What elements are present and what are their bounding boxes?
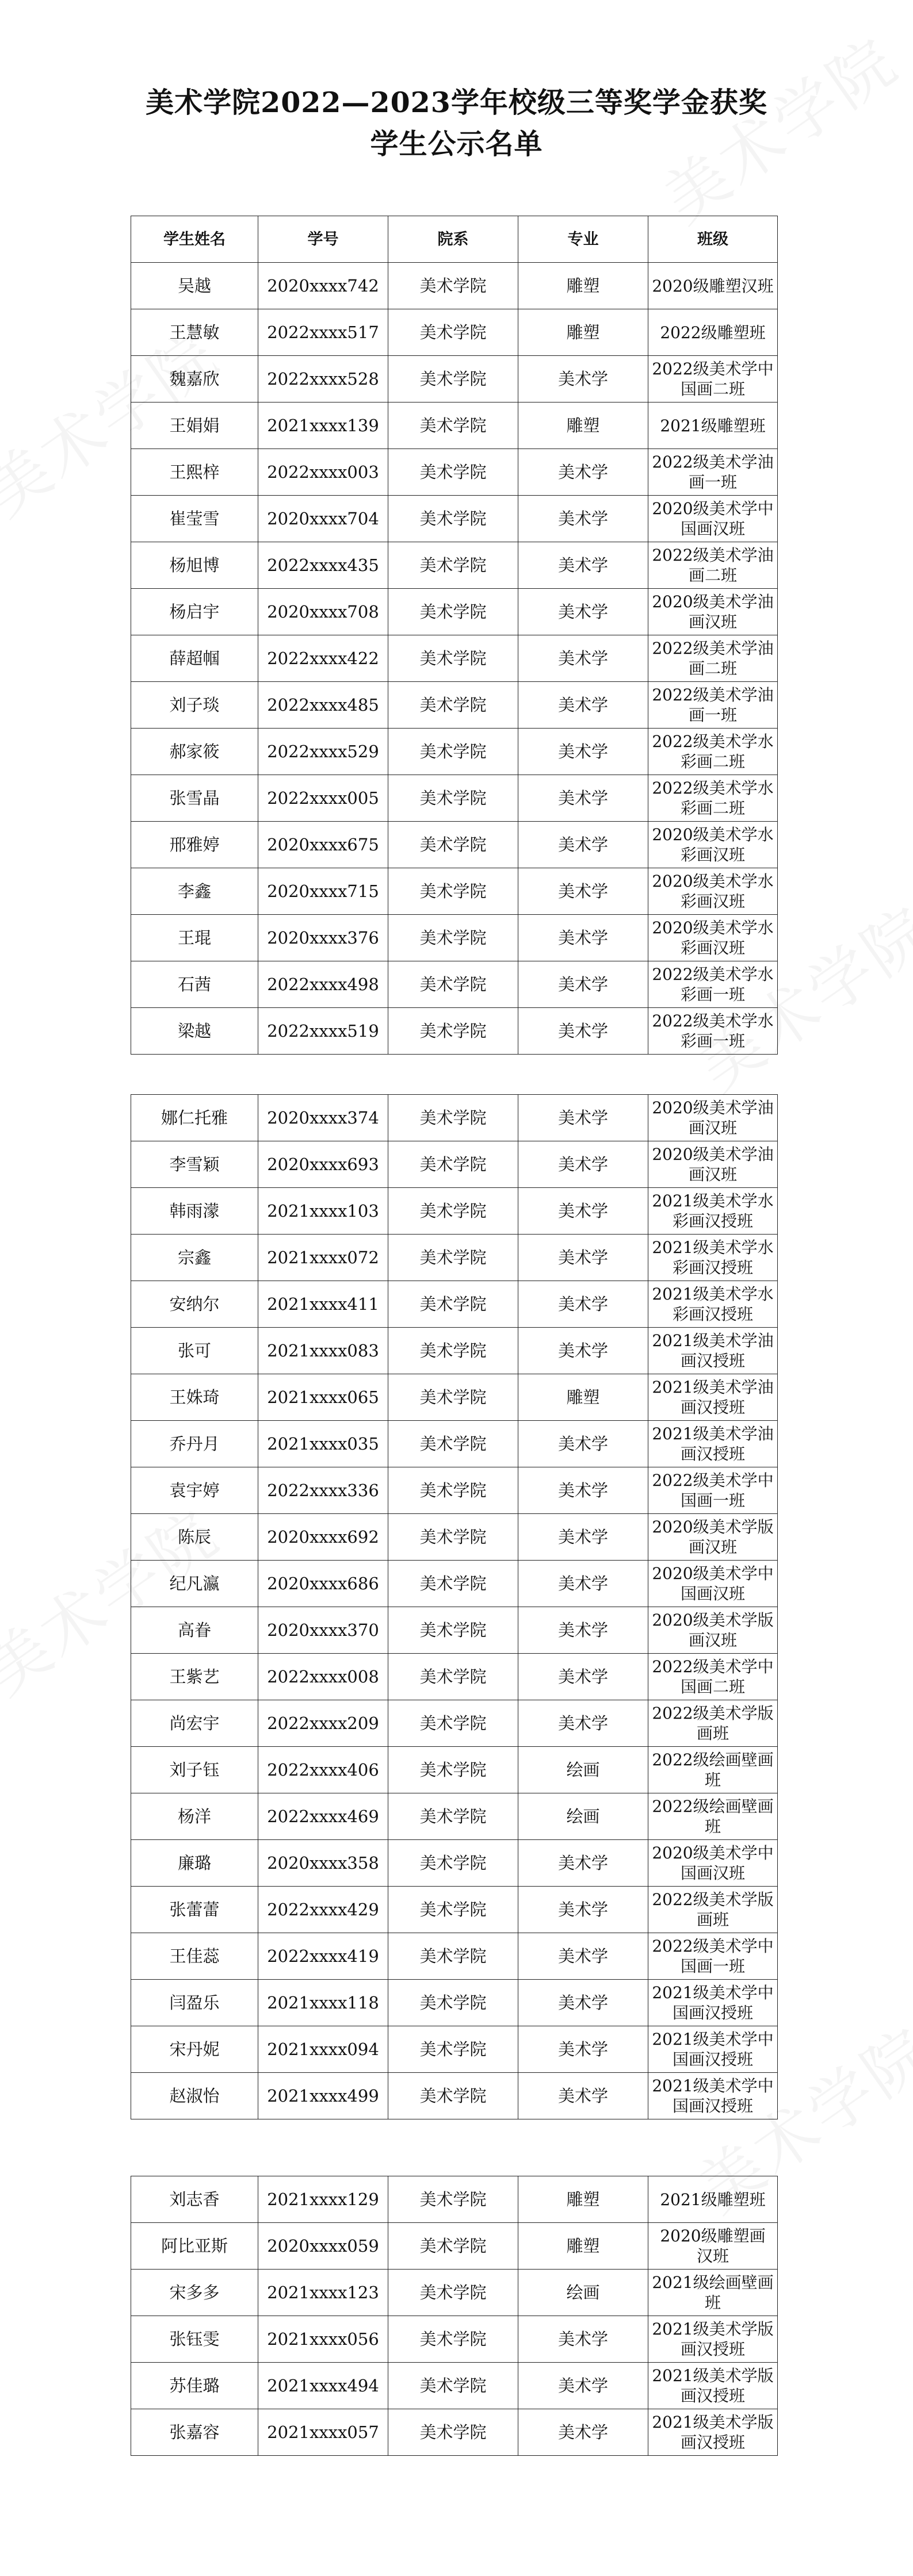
student-id-cell: 2021xxxx494 [258, 2363, 388, 2409]
class-cell: 2022级美术学中国画一班 [648, 1467, 778, 1514]
student-name-cell: 李雪颖 [131, 1141, 258, 1188]
major-cell: 美术学 [518, 1467, 648, 1514]
major-cell: 美术学 [518, 1840, 648, 1887]
department-cell: 美术学院 [388, 402, 518, 449]
department-cell: 美术学院 [388, 1235, 518, 1281]
table-row [131, 309, 778, 356]
major-cell: 美术学 [518, 1514, 648, 1561]
student-name-cell: 韩雨濛 [131, 1188, 258, 1235]
student-name-cell: 崔莹雪 [131, 496, 258, 542]
department-cell: 美术学院 [388, 356, 518, 402]
student-name-cell: 陈辰 [131, 1514, 258, 1561]
student-id-cell: 2021xxxx129 [258, 2176, 388, 2223]
class-cell: 2021级美术学中国画汉授班 [648, 2073, 778, 2119]
department-cell: 美术学院 [388, 961, 518, 1008]
table-row [131, 2270, 778, 2316]
student-id-cell: 2020xxxx059 [258, 2223, 388, 2270]
department-cell: 美术学院 [388, 915, 518, 961]
student-name-cell: 杨旭博 [131, 542, 258, 589]
table-row [131, 356, 778, 402]
student-name-cell: 尚宏宇 [131, 1700, 258, 1747]
class-cell: 2021级美术学版画汉授班 [648, 2363, 778, 2409]
major-cell: 美术学 [518, 1328, 648, 1374]
student-id-cell: 2022xxxx429 [258, 1887, 388, 1933]
table-row [131, 542, 778, 589]
student-name-cell: 邢雅婷 [131, 822, 258, 868]
major-cell: 美术学 [518, 2316, 648, 2363]
department-cell: 美术学院 [388, 542, 518, 589]
department-cell: 美术学院 [388, 1374, 518, 1421]
class-cell: 2020级美术学中国画汉班 [648, 1840, 778, 1887]
student-id-cell: 2022xxxx498 [258, 961, 388, 1008]
class-cell: 2021级美术学水彩画汉授班 [648, 1281, 778, 1328]
student-id-cell: 2022xxxx419 [258, 1933, 388, 1980]
student-id-cell: 2020xxxx704 [258, 496, 388, 542]
document-subtitle: 学生公示名单 [370, 127, 543, 160]
student-name-cell: 宋丹妮 [131, 2026, 258, 2073]
table-row [131, 822, 778, 868]
class-cell: 2020级美术学油画汉班 [648, 1095, 778, 1141]
student-name-cell: 薛超帼 [131, 635, 258, 682]
student-id-cell: 2022xxxx528 [258, 356, 388, 402]
table-row [131, 1374, 778, 1421]
student-name-cell: 廉璐 [131, 1840, 258, 1887]
class-cell: 2021级美术学中国画汉授班 [648, 2026, 778, 2073]
student-name-cell: 高眷 [131, 1607, 258, 1654]
table-row [131, 2223, 778, 2270]
major-cell: 美术学 [518, 1700, 648, 1747]
department-cell: 美术学院 [388, 2316, 518, 2363]
student-name-cell: 杨启宇 [131, 589, 258, 635]
student-name-cell: 王紫艺 [131, 1654, 258, 1700]
major-cell: 美术学 [518, 1281, 648, 1328]
table-row [131, 1607, 778, 1654]
major-cell: 美术学 [518, 868, 648, 915]
department-cell: 美术学院 [388, 1514, 518, 1561]
student-name-cell: 乔丹月 [131, 1421, 258, 1467]
header-student-id: 学号 [258, 216, 388, 263]
student-id-cell: 2021xxxx123 [258, 2270, 388, 2316]
class-cell: 2021级雕塑班 [648, 402, 778, 449]
department-cell: 美术学院 [388, 635, 518, 682]
student-id-cell: 2021xxxx139 [258, 402, 388, 449]
student-id-cell: 2020xxxx693 [258, 1141, 388, 1188]
student-id-cell: 2020xxxx675 [258, 822, 388, 868]
student-name-cell: 赵淑怡 [131, 2073, 258, 2119]
major-cell: 美术学 [518, 449, 648, 496]
class-cell: 2020级美术学油画汉班 [648, 1141, 778, 1188]
student-id-cell: 2021xxxx094 [258, 2026, 388, 2073]
student-name-cell: 梁越 [131, 1008, 258, 1055]
major-cell: 美术学 [518, 1654, 648, 1700]
award-table-part-3 [131, 2176, 778, 2456]
student-name-cell: 张蕾蕾 [131, 1887, 258, 1933]
department-cell: 美术学院 [388, 1933, 518, 1980]
department-cell: 美术学院 [388, 449, 518, 496]
table-row [131, 1188, 778, 1235]
student-name-cell: 安纳尔 [131, 1281, 258, 1328]
class-cell: 2020级雕塑画 汉班 [648, 2223, 778, 2270]
department-cell: 美术学院 [388, 729, 518, 775]
class-cell: 2022级美术学油画二班 [648, 635, 778, 682]
table-row [131, 1700, 778, 1747]
student-id-cell: 2022xxxx485 [258, 682, 388, 729]
class-cell: 2022级美术学中国画一班 [648, 1933, 778, 1980]
student-name-cell: 杨洋 [131, 1793, 258, 1840]
table-row [131, 2026, 778, 2073]
major-cell: 美术学 [518, 1421, 648, 1467]
department-cell: 美术学院 [388, 1654, 518, 1700]
class-cell: 2021级美术学版画汉授班 [648, 2316, 778, 2363]
major-cell: 绘画 [518, 1747, 648, 1793]
table-row [131, 589, 778, 635]
major-cell: 美术学 [518, 729, 648, 775]
class-cell: 2020级美术学中国画汉班 [648, 1561, 778, 1607]
department-cell: 美术学院 [388, 2026, 518, 2073]
table-row [131, 263, 778, 309]
table-row [131, 1654, 778, 1700]
student-name-cell: 王琨 [131, 915, 258, 961]
major-cell: 雕塑 [518, 263, 648, 309]
department-cell: 美术学院 [388, 1561, 518, 1607]
student-id-cell: 2022xxxx209 [258, 1700, 388, 1747]
class-cell: 2022级雕塑班 [648, 309, 778, 356]
major-cell: 美术学 [518, 635, 648, 682]
department-cell: 美术学院 [388, 822, 518, 868]
table-row [131, 1887, 778, 1933]
class-cell: 2022级美术学油画二班 [648, 542, 778, 589]
class-cell: 2021级美术学油画汉授班 [648, 1328, 778, 1374]
major-cell: 美术学 [518, 542, 648, 589]
table-row [131, 1421, 778, 1467]
student-id-cell: 2022xxxx008 [258, 1654, 388, 1700]
table-row [131, 2316, 778, 2363]
student-name-cell: 王佳蕊 [131, 1933, 258, 1980]
class-cell: 2022级绘画壁画班 [648, 1793, 778, 1840]
major-cell: 美术学 [518, 496, 648, 542]
table-row [131, 1747, 778, 1793]
student-id-cell: 2022xxxx003 [258, 449, 388, 496]
major-cell: 美术学 [518, 2073, 648, 2119]
student-name-cell: 张嘉容 [131, 2409, 258, 2456]
class-cell: 2022级绘画壁画班 [648, 1747, 778, 1793]
major-cell: 美术学 [518, 2026, 648, 2073]
student-id-cell: 2021xxxx035 [258, 1421, 388, 1467]
student-name-cell: 张可 [131, 1328, 258, 1374]
document-title: 美术学院2022—2023学年校级三等奖学金获奖 [146, 86, 767, 119]
department-cell: 美术学院 [388, 1008, 518, 1055]
table-row [131, 1235, 778, 1281]
major-cell: 美术学 [518, 1887, 648, 1933]
major-cell: 美术学 [518, 915, 648, 961]
department-cell: 美术学院 [388, 1980, 518, 2026]
major-cell: 美术学 [518, 1235, 648, 1281]
table-row [131, 1561, 778, 1607]
student-id-cell: 2022xxxx519 [258, 1008, 388, 1055]
major-cell: 美术学 [518, 961, 648, 1008]
major-cell: 美术学 [518, 356, 648, 402]
department-cell: 美术学院 [388, 2223, 518, 2270]
major-cell: 美术学 [518, 1188, 648, 1235]
table-row [131, 402, 778, 449]
student-name-cell: 纪凡瀛 [131, 1561, 258, 1607]
student-id-cell: 2020xxxx370 [258, 1607, 388, 1654]
major-cell: 美术学 [518, 1980, 648, 2026]
student-id-cell: 2022xxxx529 [258, 729, 388, 775]
student-id-cell: 2020xxxx358 [258, 1840, 388, 1887]
table-row [131, 1467, 778, 1514]
class-cell: 2022级美术学中国画二班 [648, 356, 778, 402]
class-cell: 2022级美术学油画一班 [648, 682, 778, 729]
department-cell: 美术学院 [388, 589, 518, 635]
table-row [131, 1328, 778, 1374]
department-cell: 美术学院 [388, 309, 518, 356]
major-cell: 美术学 [518, 1561, 648, 1607]
student-name-cell: 魏嘉欣 [131, 356, 258, 402]
class-cell: 2022级美术学版画班 [648, 1700, 778, 1747]
table-row [131, 775, 778, 822]
student-id-cell: 2022xxxx406 [258, 1747, 388, 1793]
table-row [131, 1840, 778, 1887]
table-row [131, 1141, 778, 1188]
student-id-cell: 2021xxxx118 [258, 1980, 388, 2026]
major-cell: 美术学 [518, 1607, 648, 1654]
student-id-cell: 2022xxxx005 [258, 775, 388, 822]
student-name-cell: 刘子琰 [131, 682, 258, 729]
student-name-cell: 闫盈乐 [131, 1980, 258, 2026]
student-name-cell: 王娟娟 [131, 402, 258, 449]
table-row [131, 2363, 778, 2409]
student-name-cell: 袁宇婷 [131, 1467, 258, 1514]
department-cell: 美术学院 [388, 868, 518, 915]
major-cell: 绘画 [518, 2270, 648, 2316]
major-cell: 美术学 [518, 682, 648, 729]
header-department: 院系 [388, 216, 518, 263]
major-cell: 美术学 [518, 2409, 648, 2456]
table-row [131, 1008, 778, 1055]
department-cell: 美术学院 [388, 2073, 518, 2119]
class-cell: 2022级美术学水彩画二班 [648, 775, 778, 822]
major-cell: 雕塑 [518, 2223, 648, 2270]
student-id-cell: 2021xxxx499 [258, 2073, 388, 2119]
student-name-cell: 石茜 [131, 961, 258, 1008]
table-row [131, 682, 778, 729]
department-cell: 美术学院 [388, 496, 518, 542]
department-cell: 美术学院 [388, 1793, 518, 1840]
student-name-cell: 吴越 [131, 263, 258, 309]
major-cell: 美术学 [518, 2363, 648, 2409]
student-id-cell: 2020xxxx742 [258, 263, 388, 309]
student-name-cell: 李鑫 [131, 868, 258, 915]
student-id-cell: 2020xxxx692 [258, 1514, 388, 1561]
major-cell: 雕塑 [518, 2176, 648, 2223]
class-cell: 2020级美术学水彩画汉班 [648, 822, 778, 868]
department-cell: 美术学院 [388, 1188, 518, 1235]
table-row [131, 2176, 778, 2223]
department-cell: 美术学院 [388, 263, 518, 309]
major-cell: 雕塑 [518, 309, 648, 356]
table-body [131, 2176, 778, 2456]
class-cell: 2021级美术学水彩画汉授班 [648, 1188, 778, 1235]
table-row [131, 868, 778, 915]
class-cell: 2022级美术学油画一班 [648, 449, 778, 496]
header-major: 专业 [518, 216, 648, 263]
table-row [131, 1980, 778, 2026]
student-name-cell: 王熙梓 [131, 449, 258, 496]
student-id-cell: 2020xxxx686 [258, 1561, 388, 1607]
class-cell: 2021级雕塑班 [648, 2176, 778, 2223]
class-cell: 2020级美术学水彩画汉班 [648, 915, 778, 961]
table-body [131, 263, 778, 1055]
table-row [131, 1514, 778, 1561]
student-name-cell: 刘子钰 [131, 1747, 258, 1793]
student-id-cell: 2021xxxx056 [258, 2316, 388, 2363]
major-cell: 美术学 [518, 1008, 648, 1055]
table-row [131, 449, 778, 496]
class-cell: 2021级美术学油画汉授班 [648, 1374, 778, 1421]
student-id-cell: 2022xxxx336 [258, 1467, 388, 1514]
student-name-cell: 宗鑫 [131, 1235, 258, 1281]
class-cell: 2021级绘画壁画班 [648, 2270, 778, 2316]
department-cell: 美术学院 [388, 2409, 518, 2456]
major-cell: 美术学 [518, 775, 648, 822]
student-id-cell: 2022xxxx469 [258, 1793, 388, 1840]
table-row [131, 961, 778, 1008]
table-row [131, 1793, 778, 1840]
department-cell: 美术学院 [388, 1607, 518, 1654]
department-cell: 美术学院 [388, 1700, 518, 1747]
student-id-cell: 2020xxxx708 [258, 589, 388, 635]
student-name-cell: 娜仁托雅 [131, 1095, 258, 1141]
major-cell: 绘画 [518, 1793, 648, 1840]
class-cell: 2022级美术学水彩画二班 [648, 729, 778, 775]
student-id-cell: 2021xxxx411 [258, 1281, 388, 1328]
table-row [131, 2409, 778, 2456]
class-cell: 2020级美术学版画汉班 [648, 1514, 778, 1561]
department-cell: 美术学院 [388, 1095, 518, 1141]
student-name-cell: 张雪晶 [131, 775, 258, 822]
student-id-cell: 2022xxxx422 [258, 635, 388, 682]
student-id-cell: 2021xxxx083 [258, 1328, 388, 1374]
student-id-cell: 2020xxxx376 [258, 915, 388, 961]
class-cell: 2020级美术学水彩画汉班 [648, 868, 778, 915]
department-cell: 美术学院 [388, 1141, 518, 1188]
student-id-cell: 2021xxxx103 [258, 1188, 388, 1235]
department-cell: 美术学院 [388, 1281, 518, 1328]
table-row [131, 1281, 778, 1328]
table-body [131, 1095, 778, 2119]
award-table-part-2 [131, 1094, 778, 2119]
major-cell: 美术学 [518, 589, 648, 635]
student-id-cell: 2020xxxx715 [258, 868, 388, 915]
student-id-cell: 2020xxxx374 [258, 1095, 388, 1141]
table-row [131, 496, 778, 542]
department-cell: 美术学院 [388, 1747, 518, 1793]
department-cell: 美术学院 [388, 1840, 518, 1887]
major-cell: 美术学 [518, 1141, 648, 1188]
major-cell: 美术学 [518, 1933, 648, 1980]
class-cell: 2022级美术学版画班 [648, 1887, 778, 1933]
header-student-name: 学生姓名 [131, 216, 258, 263]
table-row [131, 2073, 778, 2119]
class-cell: 2021级美术学油画汉授班 [648, 1421, 778, 1467]
class-cell: 2021级美术学中国画汉授班 [648, 1980, 778, 2026]
class-cell: 2020级雕塑汉班 [648, 263, 778, 309]
department-cell: 美术学院 [388, 2176, 518, 2223]
student-name-cell: 王姝琦 [131, 1374, 258, 1421]
class-cell: 2021级美术学水彩画汉授班 [648, 1235, 778, 1281]
major-cell: 雕塑 [518, 402, 648, 449]
department-cell: 美术学院 [388, 1421, 518, 1467]
department-cell: 美术学院 [388, 775, 518, 822]
student-name-cell: 郝家筱 [131, 729, 258, 775]
student-name-cell: 宋多多 [131, 2270, 258, 2316]
department-cell: 美术学院 [388, 1887, 518, 1933]
table-row [131, 1095, 778, 1141]
department-cell: 美术学院 [388, 1467, 518, 1514]
table-row [131, 729, 778, 775]
table-row [131, 1933, 778, 1980]
table-row [131, 635, 778, 682]
student-name-cell: 阿比亚斯 [131, 2223, 258, 2270]
award-table-part-1 [131, 216, 778, 1055]
student-name-cell: 苏佳璐 [131, 2363, 258, 2409]
class-cell: 2020级美术学版画汉班 [648, 1607, 778, 1654]
student-id-cell: 2021xxxx065 [258, 1374, 388, 1421]
class-cell: 2021级美术学版画汉授班 [648, 2409, 778, 2456]
header-class: 班级 [648, 216, 778, 263]
department-cell: 美术学院 [388, 1328, 518, 1374]
class-cell: 2022级美术学水彩画一班 [648, 961, 778, 1008]
table-row [131, 915, 778, 961]
student-name-cell: 王慧敏 [131, 309, 258, 356]
class-cell: 2022级美术学中国画二班 [648, 1654, 778, 1700]
department-cell: 美术学院 [388, 2363, 518, 2409]
major-cell: 雕塑 [518, 1374, 648, 1421]
student-name-cell: 刘志香 [131, 2176, 258, 2223]
student-name-cell: 张钰雯 [131, 2316, 258, 2363]
major-cell: 美术学 [518, 822, 648, 868]
department-cell: 美术学院 [388, 2270, 518, 2316]
class-cell: 2020级美术学中国画汉班 [648, 496, 778, 542]
department-cell: 美术学院 [388, 682, 518, 729]
student-id-cell: 2022xxxx435 [258, 542, 388, 589]
student-id-cell: 2021xxxx072 [258, 1235, 388, 1281]
class-cell: 2020级美术学油画汉班 [648, 589, 778, 635]
student-id-cell: 2022xxxx517 [258, 309, 388, 356]
class-cell: 2022级美术学水彩画一班 [648, 1008, 778, 1055]
student-id-cell: 2021xxxx057 [258, 2409, 388, 2456]
table-header-row [131, 216, 778, 263]
major-cell: 美术学 [518, 1095, 648, 1141]
